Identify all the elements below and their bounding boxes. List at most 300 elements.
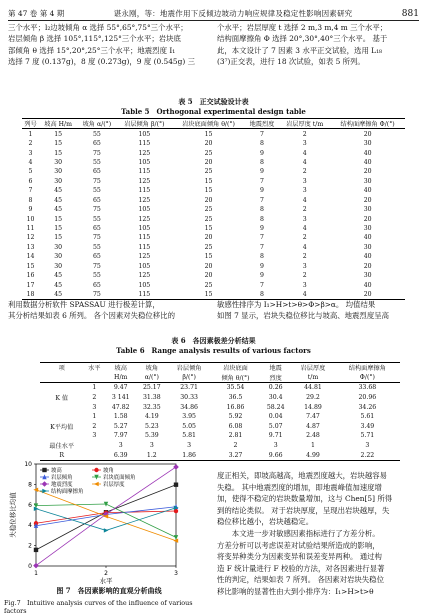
table-cell: 105 (138, 262, 151, 270)
text-line: 三个水平；l₂边坡倾角 α 选择 55°,65°,75°三个水平； (8, 23, 188, 32)
table-cell: 20 (204, 234, 213, 242)
column-header: 岩层厚度 (300, 365, 326, 373)
table-header-row (40, 363, 400, 373)
bottom-right-paragraph (217, 470, 419, 598)
table-cell: 105 (138, 158, 151, 166)
column-header: 结构面摩擦角 (348, 365, 386, 373)
table-cell: 3.49 (360, 422, 375, 430)
data-point (42, 468, 46, 472)
column-header: 岩块底面 (223, 365, 248, 373)
table-row (22, 280, 405, 289)
table-cell: 3.27 (228, 451, 243, 459)
table-cell: 55 (92, 215, 101, 223)
table-cell: 115 (138, 187, 151, 195)
text-line: 此，本文设计了 7 因素 3 水平正交试验，选用 L₁₈ (217, 45, 383, 55)
table-cell: 55 (92, 130, 101, 138)
table-cell: 30 (363, 225, 372, 233)
top-right-paragraph (217, 22, 419, 68)
table-cell: 65 (92, 140, 101, 148)
table-cell: 5.92 (228, 413, 243, 421)
table-cell: 1 (92, 413, 97, 421)
table-cell: 4 (302, 291, 307, 299)
table-cell: 30.4 (268, 394, 283, 402)
table-cell: 6.39 (113, 451, 128, 459)
text-line: 移比影响的显著性由大到小排序为：I₁>H>t>θ (217, 586, 374, 596)
table-cell: 7.97 (113, 432, 128, 440)
table-cell: 8 (260, 253, 264, 261)
table-row (22, 233, 405, 242)
table-cell: 3 (149, 442, 154, 450)
table-cell: 125 (138, 196, 151, 204)
table-cell: 105 (138, 206, 151, 214)
table-cell: 7 (260, 234, 264, 242)
text-line: 敏感性排序为 I₁>H>t>θ>Φ>β>α。 均值结果 (217, 300, 376, 309)
table-row (22, 262, 405, 271)
column-header-unit: Φ/(°) (359, 373, 375, 381)
column-header-unit: t/m (307, 373, 319, 381)
table-cell: 75 (92, 206, 101, 214)
table-row (40, 412, 400, 422)
x-axis-label: 水平 (99, 577, 113, 584)
table-cell: 4.19 (144, 413, 159, 421)
table-cell: 65 (92, 168, 101, 176)
table-row (22, 252, 405, 261)
table-row (22, 167, 405, 176)
data-point (94, 468, 98, 472)
table-cell: 30 (363, 177, 372, 185)
table-cell: 5.05 (182, 422, 196, 430)
table5-caption-en: Table 5 Orthogonal experimental design table (121, 107, 306, 116)
table5-caption-zh: 表 5 正交试验设计表 (178, 97, 249, 106)
table-cell: 40 (363, 281, 372, 289)
table-cell: 45 (54, 187, 63, 195)
column-header: 地震 (269, 365, 282, 373)
table-cell: 4 (302, 243, 307, 251)
text-line: 将变异种类分为因素变异和误差变异两种。 通过构 (217, 552, 382, 562)
table-cell: 40 (363, 187, 372, 195)
table-cell: 15 (54, 234, 63, 242)
table-cell: 15 (204, 130, 213, 138)
mid-left-paragraph (8, 299, 208, 322)
data-point (174, 483, 178, 487)
column-header: 岩层厚度 t/m (286, 121, 324, 129)
table-cell: 15 (204, 225, 213, 233)
text-line: 方差分析可以考虑误差对试验结果所造成的影响， (217, 540, 380, 550)
table-row (40, 422, 400, 432)
table-cell: 4 (302, 196, 307, 204)
legend-label: 岩层倾角 (51, 475, 73, 481)
table-cell: 30.33 (180, 394, 198, 402)
table-cell: 13 (26, 243, 35, 251)
table-cell: 40 (363, 149, 372, 157)
text-line: 部倾角 θ 选择 15°,20°,25°三个水平；地震烈度 I₁ (8, 45, 176, 55)
table-row (22, 243, 405, 252)
table-cell: 25 (204, 168, 213, 176)
table-cell: 55 (92, 243, 101, 251)
table-cell: 115 (138, 234, 151, 242)
row-group-label: K 值 (55, 395, 69, 403)
table-row (22, 139, 405, 148)
column-header: 项 (58, 365, 65, 373)
table-cell: 44.81 (304, 384, 322, 392)
table-cell: 55 (92, 187, 101, 195)
table-cell: 125 (138, 149, 151, 157)
table-cell: 5.71 (360, 432, 375, 440)
table-cell: 25 (204, 281, 213, 289)
table-cell: 4.99 (306, 451, 320, 459)
column-header: 坡角 α/(°) (82, 121, 112, 129)
data-point (42, 481, 48, 487)
table-row (40, 402, 400, 412)
mid-right-paragraph (217, 299, 419, 322)
table-row (22, 224, 405, 233)
x-tick-label: 1 (34, 570, 38, 577)
table-cell: 105 (138, 130, 151, 138)
table-cell: 3 (118, 442, 123, 450)
table-cell: 40 (363, 234, 372, 242)
table-cell: 65 (92, 253, 101, 261)
table-cell: 40 (363, 253, 372, 261)
data-point (94, 482, 99, 486)
table-cell: 45 (54, 291, 63, 299)
column-header: 坡高 H/m (44, 121, 72, 129)
text-line: 到的结论类似。 对于岩块厚度，呈现出岩块越厚，失 (217, 505, 390, 515)
table-cell: 2 (302, 168, 307, 176)
table-cell: 31.38 (142, 394, 161, 402)
table-cell: 3 (273, 442, 278, 450)
table-row (22, 205, 405, 214)
table-cell: 0.26 (268, 384, 283, 392)
table-cell: 5.39 (144, 432, 159, 440)
table-cell: 17 (26, 281, 35, 289)
table-cell: 25 (204, 215, 213, 223)
y-tick-label: 2 (28, 542, 32, 550)
table-cell: 14 (26, 253, 35, 261)
y-tick-label: 8 (28, 481, 32, 489)
table-cell: 3 (92, 432, 97, 440)
text-line: 造 F 统计量进行 F 校验的方法，对各因素进行显著 (217, 563, 385, 573)
legend-label: 岩层厚度 (103, 482, 125, 488)
data-point (33, 563, 39, 569)
table-cell: 125 (138, 272, 151, 280)
table-cell: 75 (92, 234, 101, 242)
table-cell: 115 (138, 168, 151, 176)
table-cell: 2 (302, 272, 307, 280)
column-header-unit: 倾角 θ/(°) (221, 374, 250, 382)
table-header-row (22, 119, 405, 129)
table-cell: 2 (92, 422, 97, 430)
table-cell: 20 (204, 158, 213, 166)
table-cell: 15 (26, 262, 35, 270)
table-cell: 1.86 (182, 451, 196, 459)
data-point (173, 464, 179, 470)
table-cell: 3 (302, 262, 307, 270)
table-cell: 3 141 (111, 394, 130, 402)
table-cell: 7 (28, 187, 33, 195)
table-cell: 20 (363, 262, 372, 270)
table-cell: 7 (260, 177, 264, 185)
column-header: 结构面摩擦角 Φ/(°) (340, 121, 395, 129)
text-line: 结构面摩擦角 Φ 选择 20°,30°,40°三个水平。 基于 (217, 34, 388, 44)
fig7-caption-zh: 图 7 各因素影响的直观分析曲线 (56, 586, 162, 595)
table-cell: 6.08 (228, 422, 243, 430)
text-line: 稳位移比越小，岩块越稳定。 (217, 517, 314, 527)
table-cell: 6 (28, 177, 33, 185)
table-cell: 65 (92, 281, 101, 289)
text-line: 其分析结果如表 6 所列。 各个因素对失稳位移比的 (8, 311, 175, 321)
table-cell: 125 (138, 253, 151, 261)
column-header: 水平 (88, 365, 101, 373)
table-cell: 75 (92, 262, 101, 270)
legend-label: 坡角 (103, 468, 114, 474)
table-cell: 55 (92, 158, 101, 166)
table-cell: 15 (54, 140, 63, 148)
table-cell: 23.71 (180, 384, 198, 392)
table-cell: 115 (138, 140, 151, 148)
table-cell: 5.07 (268, 422, 283, 430)
table-row (22, 271, 405, 280)
table-cell: 55 (92, 272, 101, 280)
orthogonal-design-table (22, 118, 405, 300)
top-left-paragraph (8, 22, 208, 68)
table-cell: 2 (302, 234, 307, 242)
table-cell: 4.87 (306, 422, 320, 430)
table-cell: 35.54 (226, 384, 245, 392)
table-cell: 20 (363, 215, 372, 223)
table-cell: 9.71 (268, 432, 283, 440)
legend-label: 结构面摩擦角 (51, 489, 84, 495)
table-cell: 9 (28, 206, 33, 214)
table-cell: 15 (204, 253, 213, 261)
table-cell: 30 (54, 262, 63, 270)
table-cell: 2 (302, 206, 307, 214)
header-rule (8, 20, 419, 21)
table-cell: 3 (187, 442, 192, 450)
table-header-row (40, 373, 400, 383)
table-cell: 20 (363, 130, 372, 138)
table-cell: 29.2 (306, 394, 320, 402)
x-tick-label: 3 (174, 570, 178, 577)
table-cell: 5 (28, 168, 33, 176)
table-cell: 3.95 (182, 413, 196, 421)
table-cell: 4 (302, 158, 307, 166)
table-cell: 1 (311, 442, 315, 450)
table-cell: 30 (363, 272, 372, 280)
table-cell: 4 (28, 158, 33, 166)
table-cell: 20 (204, 272, 213, 280)
table-cell: 9 (260, 168, 264, 176)
table-cell: 0.04 (268, 413, 283, 421)
text-line: 性的判定，结果如表 7 所列。 各因素对岩块失稳位 (217, 575, 384, 585)
table-row (40, 393, 400, 403)
range-analysis-table (40, 362, 400, 461)
table-cell: 25 (204, 243, 213, 251)
table6-caption-zh: 表 6 各因素极差分析结果 (171, 336, 256, 345)
table-cell: 15 (204, 291, 213, 299)
table-cell: 3 (302, 187, 307, 195)
text-line: 个水平；岩层厚度 t 选择 2 m,3 m,4 m 三个水平； (217, 23, 388, 32)
table-row (22, 186, 405, 195)
table-cell: 15 (54, 215, 63, 223)
x-tick-label: 2 (104, 570, 108, 577)
table-cell: 2 (302, 130, 307, 138)
table-cell: 3 (302, 140, 307, 148)
table-cell: 34.26 (358, 403, 377, 411)
y-tick-label: 6 (28, 501, 32, 509)
table-cell: 45 (54, 196, 63, 204)
text-line: 度正相关，即坡高越高，地震烈度越大，岩块越容易 (217, 471, 387, 480)
table-cell: 30 (363, 206, 372, 214)
table6-caption-en: Table 6 Range analysis results of various factors (116, 346, 311, 355)
table-cell: 8 (260, 140, 264, 148)
table-cell: 1.58 (113, 413, 128, 421)
table-cell: 2 (28, 140, 33, 148)
table-cell: 5.23 (144, 422, 159, 430)
table-cell: 75 (92, 149, 101, 157)
table-cell (83, 441, 105, 451)
table-row (22, 158, 405, 167)
table-cell: 8 (260, 291, 264, 299)
column-header-unit: 烈度 (269, 374, 282, 382)
data-point (104, 528, 109, 532)
table-cell: 65 (92, 196, 101, 204)
table-cell: 2.81 (228, 432, 243, 440)
table-cell: 25.17 (142, 384, 161, 392)
table-cell: 25 (204, 206, 213, 214)
table-cell: 115 (138, 243, 151, 251)
table-cell: 20 (204, 262, 213, 270)
table-row (22, 196, 405, 205)
table-cell: 40 (363, 158, 372, 166)
table-cell: 8 (260, 206, 264, 214)
table-cell: 2.48 (306, 432, 320, 440)
table-cell: 36.5 (228, 394, 243, 402)
table-cell: 75 (92, 291, 101, 299)
table-cell: 105 (138, 225, 151, 233)
text-line: 岩层倾角 β 选择 105°,115°,125°三个水平；岩块底 (8, 34, 181, 44)
table-cell: 5.27 (113, 422, 128, 430)
factor-curves-chart (6, 458, 206, 584)
y-axis-label: 失稳位移比均值 (9, 492, 17, 538)
table-cell: 1 (92, 384, 97, 392)
table-cell: 4 (302, 225, 307, 233)
table-cell: 30 (54, 168, 63, 176)
text-line: 利用数据分析软件 SPASSAU 进行极差计算， (8, 300, 160, 309)
legend-label: 坡高 (51, 468, 62, 474)
table-cell: 9.66 (268, 451, 283, 459)
table-row (22, 177, 405, 186)
column-header-unit: α/(°) (144, 373, 159, 381)
table-cell: 最佳水平 (49, 443, 75, 451)
table-cell: 47.82 (111, 403, 130, 411)
table-cell: 5.61 (360, 413, 375, 421)
table-cell: 9.47 (113, 384, 128, 392)
table-cell: 3 (302, 215, 307, 223)
legend-label: 岩块底面倾角 (103, 475, 136, 481)
table-cell: 58.24 (266, 403, 285, 411)
table-cell: 2 (233, 442, 238, 450)
column-header: 地震烈度 (249, 121, 275, 129)
table-cell: 75 (92, 177, 101, 185)
table-cell: 15 (204, 187, 213, 195)
table-cell: 15 (54, 225, 63, 233)
table-cell: 12 (26, 234, 35, 242)
text-line: 如图 7 显示，岩块失稳位移比与坡高、地震烈度呈高 (217, 311, 389, 321)
row-group-label: K平均值 (50, 423, 74, 431)
table-cell: 10 (26, 215, 35, 223)
data-point (42, 489, 47, 493)
table-cell: 30 (54, 177, 63, 185)
table-cell: 32.35 (142, 403, 161, 411)
table-cell: 15 (54, 149, 63, 157)
column-header-unit (40, 373, 83, 383)
table-cell: 2 (92, 394, 97, 402)
table-cell: 7 (260, 130, 264, 138)
y-tick-label: 4 (28, 522, 32, 530)
column-header-unit (83, 373, 105, 383)
column-header: 坡高 (114, 365, 127, 373)
table-cell: 7 (260, 196, 264, 204)
table-cell: 9 (260, 149, 264, 157)
table-cell: 16 (26, 272, 35, 280)
table-cell: 125 (138, 177, 151, 185)
table-cell: 3 (92, 403, 97, 411)
table-cell: 7 (260, 281, 264, 289)
table-cell: 9 (260, 272, 264, 280)
table-cell: 34.86 (180, 403, 198, 411)
table-row (40, 383, 400, 393)
table-cell: 1 (28, 130, 33, 138)
table-cell: 3 (365, 442, 370, 450)
column-header: 列号 (24, 121, 37, 129)
table-cell: 45 (54, 281, 63, 289)
journal-volume: 第 47 卷 第 4 期 (8, 9, 65, 18)
fig7-caption-en: Fig.7 Intuitive analysis curves of the influence of various factors (4, 599, 193, 615)
article-title-header: 谌永刚，等：地震作用下反倾边坡动力响应规律及稳定性影响因素研究 (113, 9, 353, 18)
text-line: 选择 7 度 (0.137g)，8 度 (0.273g)，9 度 (0.545g) 三 (8, 57, 195, 67)
table-cell: 3 (302, 281, 307, 289)
text-line: 加，使得不稳定的岩块数量增加，这与 Chen[5] 所得 (217, 494, 393, 504)
table-cell: 25 (204, 149, 213, 157)
table-cell: 30 (54, 243, 63, 251)
table-cell: 4 (302, 149, 307, 157)
table-cell: 30 (54, 253, 63, 261)
text-line: 失稳。 其中地震烈度的增加，即地震峰值加速度增 (217, 482, 382, 492)
table-row (40, 441, 400, 451)
table-row (22, 148, 405, 157)
table-cell: 45 (54, 272, 63, 280)
running-header (8, 5, 419, 19)
table-cell: 9 (260, 262, 264, 270)
page-number: 881 (401, 9, 419, 19)
table-cell: 1.2 (146, 451, 157, 459)
table-cell: 16.86 (226, 403, 245, 411)
table-cell: 30 (54, 158, 63, 166)
data-point (34, 548, 38, 552)
table-cell: 8 (28, 196, 33, 204)
table-cell: 115 (138, 291, 151, 299)
table-cell: 15 (54, 130, 63, 138)
column-header-unit: β/(°) (182, 373, 196, 381)
table-cell: 9 (260, 225, 264, 233)
table-cell: 14.89 (304, 403, 322, 411)
table-cell: 15 (204, 177, 213, 185)
table-row (22, 214, 405, 223)
table-cell: 8 (260, 158, 264, 166)
text-line: (3⁷)正交表，进行 18 次试验，如表 5 所列。 (217, 57, 365, 67)
table-row (22, 129, 405, 139)
table-cell: 65 (92, 225, 101, 233)
